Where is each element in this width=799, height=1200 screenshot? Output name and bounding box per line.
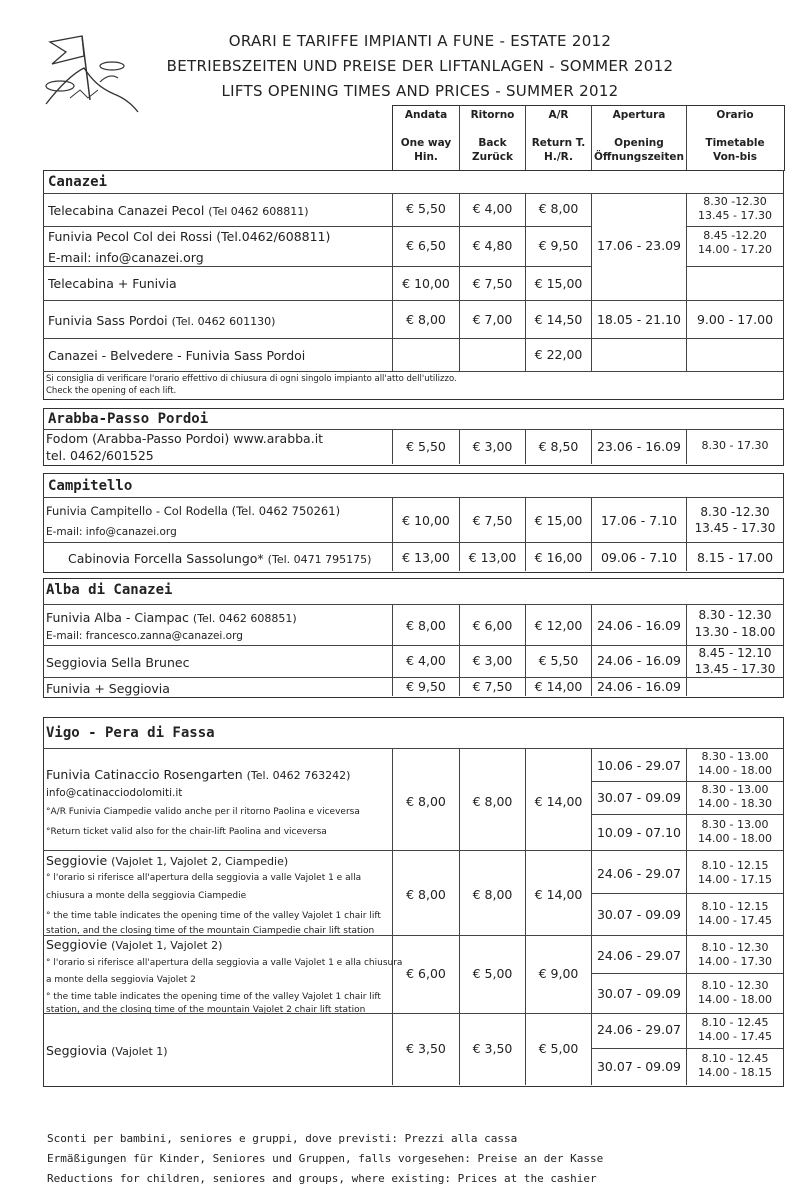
price-andata: € 4,00 bbox=[406, 653, 446, 668]
price-andata: € 10,00 bbox=[402, 276, 450, 291]
opening-dates: 24.06 - 16.09 bbox=[596, 618, 682, 633]
price-andata: € 3,50 bbox=[406, 1041, 446, 1056]
price-andata: € 9,50 bbox=[406, 679, 446, 694]
lift-email: E-mail: info@canazei.org bbox=[46, 526, 177, 538]
price-ar: € 14,00 bbox=[534, 794, 583, 809]
price-ar: € 8,50 bbox=[538, 439, 579, 454]
price-andata: € 8,00 bbox=[406, 794, 446, 809]
price-andata: € 5,50 bbox=[406, 439, 446, 454]
lift-name: Seggiovie (Vajolet 1, Vajolet 2) bbox=[46, 937, 223, 952]
opening-dates: 30.07 - 09.09 bbox=[596, 1059, 682, 1074]
opening-dates: 09.06 - 7.10 bbox=[600, 550, 678, 565]
note: ° l'orario si riferisce all'apertura della seggiovia a valle Vajolet 1 e alla chiusura bbox=[46, 958, 403, 968]
note: Check the opening of each lift. bbox=[46, 386, 177, 396]
price-andata: € 5,50 bbox=[406, 201, 446, 216]
price-ar: € 15,00 bbox=[534, 513, 583, 528]
price-andata: € 6,00 bbox=[406, 966, 446, 981]
opening-dates: 24.06 - 29.07 bbox=[596, 948, 682, 963]
price-andata: € 6,50 bbox=[406, 238, 446, 253]
opening-dates: 24.06 - 16.09 bbox=[596, 679, 682, 694]
timetable: 8.10 - 12.15 14.00 - 17.15 bbox=[698, 859, 772, 886]
price-ar: € 15,00 bbox=[534, 276, 583, 291]
note: chiusura a monte della seggiovia Ciampedie bbox=[46, 891, 247, 901]
price-ritorno: € 4,80 bbox=[472, 238, 513, 253]
section-title-canazei: Canazei bbox=[48, 174, 108, 190]
price-ar: € 22,00 bbox=[534, 347, 583, 362]
opening-dates: 10.06 - 29.07 bbox=[596, 758, 682, 773]
price-andata: € 8,00 bbox=[406, 618, 446, 633]
lift-name: Funivia + Seggiovia bbox=[46, 681, 170, 696]
timetable: 8.10 - 12.15 14.00 - 17.45 bbox=[698, 900, 772, 927]
footer-it: Sconti per bambini, seniores e gruppi, dove previsti: Prezzi alla cassa bbox=[47, 1132, 518, 1145]
lift-email: E-mail: francesco.zanna@canazei.org bbox=[46, 630, 243, 642]
col-header-apertura: Apertura Opening Öffnungszeiten bbox=[593, 109, 685, 163]
col-header-andata: Andata One way Hin. bbox=[400, 109, 452, 163]
note: station, and the closing time of the mountain Vajolet 2 chair lift station bbox=[46, 1005, 366, 1013]
note: station, and the closing time of the mountain Ciampedie chair lift station bbox=[46, 926, 375, 935]
price-ar: € 9,00 bbox=[538, 966, 579, 981]
price-ar: € 14,00 bbox=[534, 679, 583, 694]
opening-dates: 24.06 - 16.09 bbox=[596, 653, 682, 668]
lift-name: Funivia Sass Pordoi (Tel. 0462 601130) bbox=[48, 313, 276, 328]
opening-dates: 30.07 - 09.09 bbox=[596, 907, 682, 922]
price-ritorno: € 3,00 bbox=[472, 653, 513, 668]
section-title-vigo: Vigo - Pera di Fassa bbox=[46, 725, 215, 741]
lift-name: Seggiovie (Vajolet 1, Vajolet 2, Ciampedie) bbox=[46, 853, 289, 868]
price-ritorno: € 13,00 bbox=[468, 550, 517, 565]
timetable: 8.30 - 13.00 14.00 - 18.00 bbox=[698, 750, 772, 777]
timetable: 8.10 - 12.30 14.00 - 18.00 bbox=[698, 979, 772, 1006]
opening-dates: 17.06 - 7.10 bbox=[600, 513, 678, 528]
note: a monte della seggiovia Vajolet 2 bbox=[46, 975, 196, 985]
price-ar: € 5,50 bbox=[538, 653, 579, 668]
price-ritorno: € 3,50 bbox=[472, 1041, 513, 1056]
price-ar: € 5,00 bbox=[538, 1041, 579, 1056]
lift-name: Canazei - Belvedere - Funivia Sass Pordoi bbox=[48, 348, 306, 363]
col-header-orario: Orario Timetable Von-bis bbox=[705, 109, 765, 163]
lift-name: Cabinovia Forcella Sassolungo* (Tel. 0471 795175) bbox=[68, 551, 372, 566]
price-ar: € 12,00 bbox=[534, 618, 583, 633]
footer-en: Reductions for children, seniores and groups, where existing: Prices at the cashier bbox=[47, 1172, 597, 1185]
col-header-ritorno: Ritorno Back Zurück bbox=[470, 109, 515, 163]
price-ritorno: € 7,00 bbox=[472, 312, 513, 327]
note: °Return ticket valid also for the chair-lift Paolina and viceversa bbox=[46, 827, 327, 837]
footer-de: Ermäßigungen für Kinder, Seniores und Gruppen, falls vorgesehen: Preise an der Kasse bbox=[47, 1152, 604, 1165]
price-ar: € 16,00 bbox=[534, 550, 583, 565]
price-ritorno: € 8,00 bbox=[472, 794, 513, 809]
price-ritorno: € 7,50 bbox=[472, 276, 513, 291]
section-title-campitello: Campitello bbox=[48, 478, 133, 494]
price-andata: € 13,00 bbox=[402, 550, 450, 565]
price-ritorno: € 7,50 bbox=[472, 679, 513, 694]
title-en: LIFTS OPENING TIMES AND PRICES - SUMMER 2012 bbox=[221, 82, 619, 100]
timetable: 8.30 -12.30 13.45 - 17.30 bbox=[694, 505, 776, 535]
timetable: 8.30 - 12.30 13.30 - 18.00 bbox=[694, 608, 776, 639]
lift-email: info@catinacciodolomiti.it bbox=[46, 787, 183, 799]
note: °A/R Funivia Ciampedie valido anche per il ritorno Paolina e viceversa bbox=[46, 807, 360, 817]
timetable: 8.10 - 12.30 14.00 - 17.30 bbox=[698, 941, 772, 968]
opening-dates: 30.07 - 09.09 bbox=[596, 790, 682, 805]
price-ar: € 14,00 bbox=[534, 887, 583, 902]
timetable: 8.30 -12.30 13.45 - 17.30 bbox=[698, 195, 772, 222]
lift-name: Seggiovia Sella Brunec bbox=[46, 655, 190, 670]
lift-name: Funivia Pecol Col dei Rossi (Tel.0462/608811) bbox=[48, 229, 331, 244]
timetable: 8.30 - 13.00 14.00 - 18.00 bbox=[698, 818, 772, 845]
lift-email: E-mail: info@canazei.org bbox=[48, 250, 204, 265]
price-andata: € 8,00 bbox=[406, 312, 446, 327]
lift-name: Seggiovia (Vajolet 1) bbox=[46, 1043, 168, 1058]
price-ar: € 14,50 bbox=[534, 312, 583, 327]
price-andata: € 8,00 bbox=[406, 887, 446, 902]
price-andata: € 10,00 bbox=[402, 513, 450, 528]
opening-dates: 23.06 - 16.09 bbox=[596, 439, 682, 454]
timetable: 8.45 -12.20 14.00 - 17.20 bbox=[698, 229, 772, 256]
timetable: 8.15 - 17.00 bbox=[696, 550, 774, 565]
opening-dates: 18.05 - 21.10 bbox=[596, 312, 682, 327]
note: Si consiglia di verificare l'orario effettivo di chiusura di ogni singolo impianto all'atto dell'utilizzo. bbox=[46, 374, 457, 384]
opening-dates: 30.07 - 09.09 bbox=[596, 986, 682, 1001]
opening-dates: 24.06 - 29.07 bbox=[596, 1022, 682, 1037]
timetable: 8.10 - 12.45 14.00 - 17.45 bbox=[698, 1016, 772, 1043]
lift-name: Funivia Alba - Ciampac (Tel. 0462 608851) bbox=[46, 610, 297, 625]
timetable: 8.30 - 17.30 bbox=[701, 439, 769, 452]
lift-name: Telecabina + Funivia bbox=[48, 276, 177, 291]
title-it: ORARI E TARIFFE IMPIANTI A FUNE - ESTATE 2012 bbox=[228, 32, 612, 50]
price-ritorno: € 3,00 bbox=[472, 439, 513, 454]
timetable: 9.00 - 17.00 bbox=[696, 312, 774, 327]
price-ritorno: € 8,00 bbox=[472, 887, 513, 902]
opening-dates: 17.06 - 23.09 bbox=[596, 238, 682, 253]
price-ritorno: € 6,00 bbox=[472, 618, 513, 633]
title-de: BETRIEBSZEITEN UND PREISE DER LIFTANLAGEN - SOMMER 2012 bbox=[166, 57, 674, 75]
opening-dates: 10.09 - 07.10 bbox=[596, 825, 682, 840]
opening-dates: 24.06 - 29.07 bbox=[596, 866, 682, 881]
timetable: 8.30 - 13.00 14.00 - 18.30 bbox=[698, 783, 772, 810]
timetable: 8.45 - 12.10 13.45 - 17.30 bbox=[694, 646, 776, 676]
note: ° the time table indicates the opening time of the valley Vajolet 1 chair lift bbox=[46, 911, 381, 921]
lift-name: Telecabina Canazei Pecol (Tel 0462 608811) bbox=[48, 203, 309, 218]
lift-name: Fodom (Arabba-Passo Pordoi) www.arabba.it bbox=[46, 431, 324, 446]
lift-name: Funivia Campitello - Col Rodella (Tel. 0462 750261) bbox=[46, 504, 341, 518]
timetable: 8.10 - 12.45 14.00 - 18.15 bbox=[698, 1052, 772, 1079]
price-ritorno: € 7,50 bbox=[472, 513, 513, 528]
section-title-arabba: Arabba-Passo Pordoi bbox=[48, 411, 209, 427]
lift-name: Funivia Catinaccio Rosengarten (Tel. 0462 763242) bbox=[46, 767, 351, 782]
price-ritorno: € 4,00 bbox=[472, 201, 513, 216]
price-ar: € 9,50 bbox=[538, 238, 579, 253]
section-title-alba: Alba di Canazei bbox=[46, 582, 173, 598]
price-ar: € 8,00 bbox=[538, 201, 579, 216]
note: ° l'orario si riferisce all'apertura della seggiovia a valle Vajolet 1 e alla bbox=[46, 873, 362, 883]
price-ritorno: € 5,00 bbox=[472, 966, 513, 981]
lift-phone: tel. 0462/601525 bbox=[46, 448, 154, 463]
col-header-ar: A/R Return T. H./R. bbox=[531, 109, 586, 163]
note: ° the time table indicates the opening time of the valley Vajolet 1 chair lift bbox=[46, 992, 381, 1002]
